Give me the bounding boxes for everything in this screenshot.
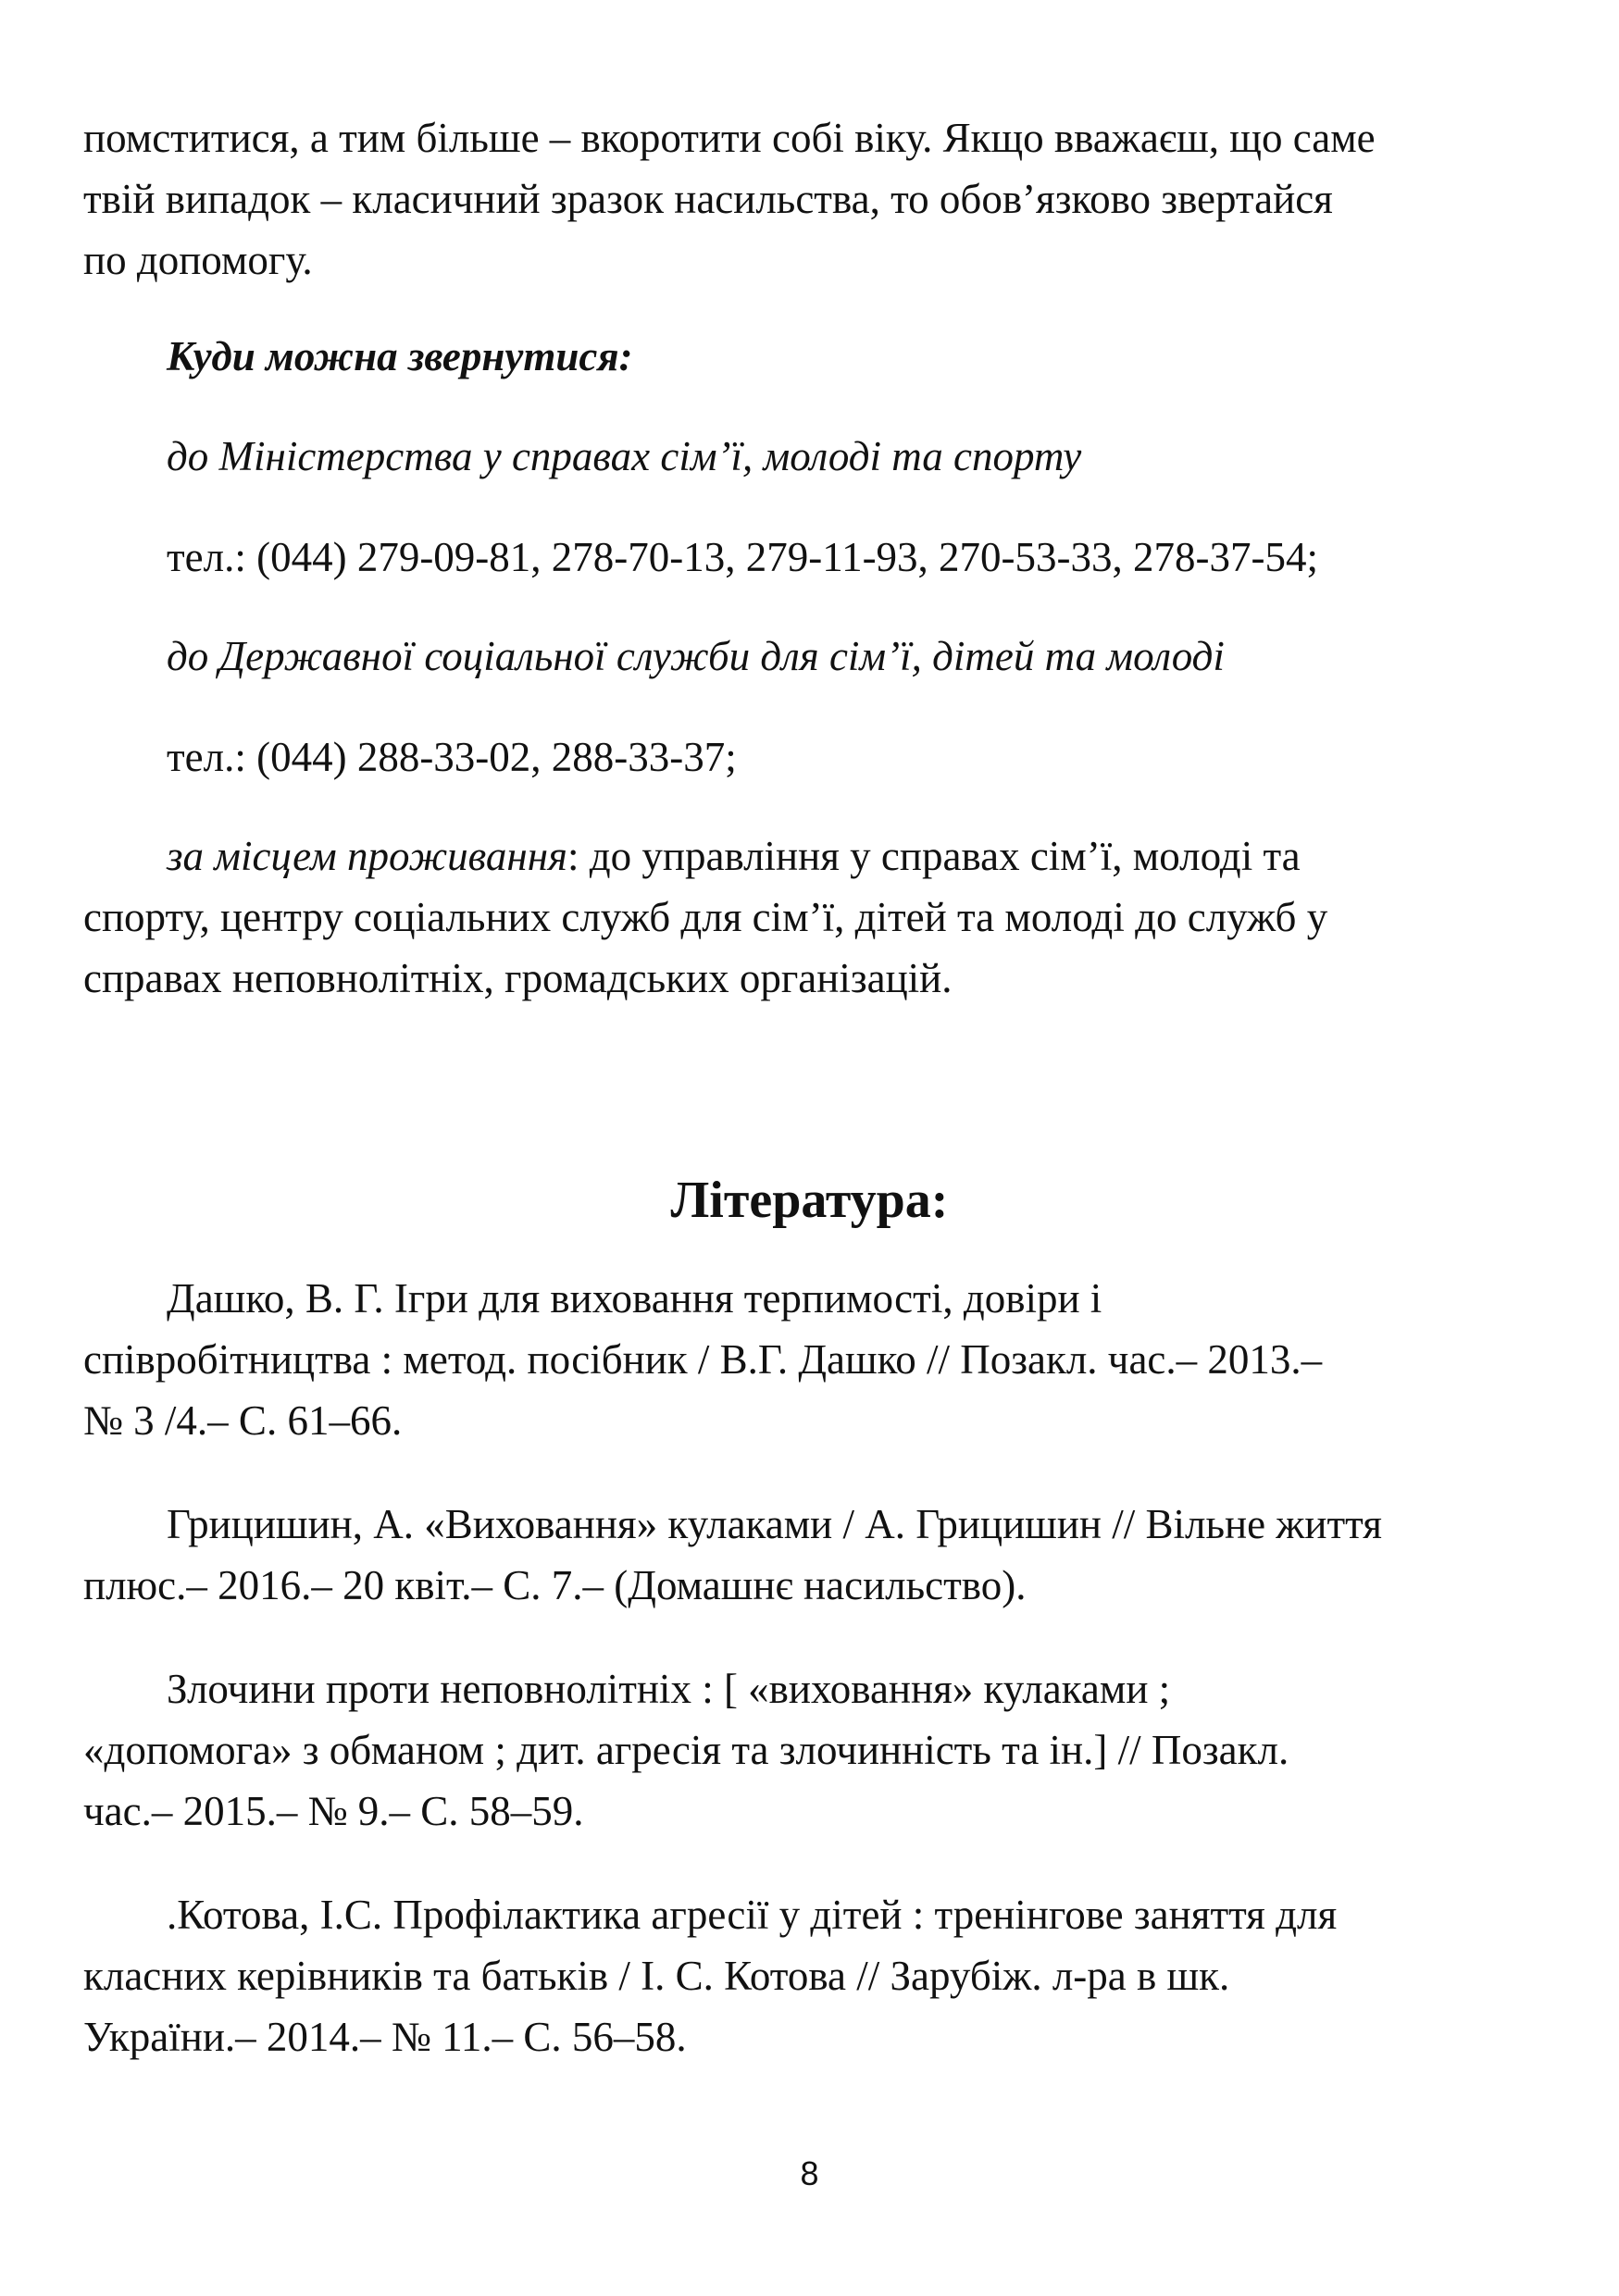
literature-entry bbox=[83, 1884, 1535, 2067]
entry-line: плюс.– 2016.– 20 квіт.– С. 7.– (Домашнє насильство). bbox=[83, 1562, 1027, 1608]
intro-line: по допомогу. bbox=[83, 237, 313, 283]
residence-paragraph bbox=[83, 825, 1535, 1009]
intro-line: твій випадок – класичний зразок насильства, то обов’язково звертайся bbox=[83, 176, 1333, 222]
entry-line: час.– 2015.– № 9.– С. 58–59. bbox=[83, 1788, 584, 1834]
page-number: 8 bbox=[800, 2154, 819, 2192]
ministry-phones: тел.: (044) 279-09-81, 278-70-13, 279-11-93, 270-53-33, 278-37-54; bbox=[167, 534, 1319, 580]
residence-first-line bbox=[83, 825, 1535, 887]
ministry-contact: до Міністерства у справах сім’ї, молоді та спорту bbox=[167, 433, 1082, 479]
state-service-contact: до Державної соціальної служби для сім’ї, дітей та молоді bbox=[167, 633, 1225, 679]
literature-entry bbox=[83, 1268, 1535, 1451]
contacts-heading: Куди можна звернутися: bbox=[167, 333, 633, 379]
entry-line: України.– 2014.– № 11.– С. 56–58. bbox=[83, 2014, 687, 2060]
residence-label: за місцем проживання bbox=[167, 833, 567, 879]
entry-line: «допомога» з обманом ; дит. агресія та злочинність та ін.] // Позакл. bbox=[83, 1727, 1289, 1773]
entry-line: співробітництва : метод. посібник / В.Г. Дашко // Позакл. час.– 2013.– bbox=[83, 1336, 1323, 1383]
intro-line: помститися, а тим більше – вкоротити собі віку. Якщо вважаєш, що саме bbox=[83, 115, 1376, 161]
residence-line: справах неповнолітніх, громадських організацій. bbox=[83, 955, 953, 1001]
literature-entry bbox=[83, 1494, 1535, 1616]
entry-line: Злочини проти неповнолітніх : [ «виховання» кулаками ; bbox=[167, 1666, 1171, 1712]
entry-line: № 3 /4.– С. 61–66. bbox=[83, 1397, 403, 1444]
residence-line: : до управління у справах сім’ї, молоді та bbox=[567, 833, 1301, 879]
state-service-phones: тел.: (044) 288-33-02, 288-33-37; bbox=[167, 734, 737, 780]
literature-title: Література: bbox=[670, 1172, 949, 1229]
entry-line: класних керівників та батьків / І. С. Котова // Зарубіж. л-ра в шк. bbox=[83, 1953, 1230, 1999]
entry-line: Дашко, В. Г. Ігри для виховання терпимості, довіри і bbox=[167, 1275, 1102, 1322]
entry-line: Грицишин, А. «Виховання» кулаками / А. Грицишин // Вільне життя bbox=[167, 1501, 1382, 1547]
intro-paragraph bbox=[83, 107, 1535, 291]
entry-line: .Котова, І.С. Профілактика агресії у дітей : тренінгове заняття для bbox=[167, 1892, 1338, 1938]
residence-line: спорту, центру соціальних служб для сім’ї, дітей та молоді до служб у bbox=[83, 894, 1328, 940]
literature-entry bbox=[83, 1658, 1535, 1842]
